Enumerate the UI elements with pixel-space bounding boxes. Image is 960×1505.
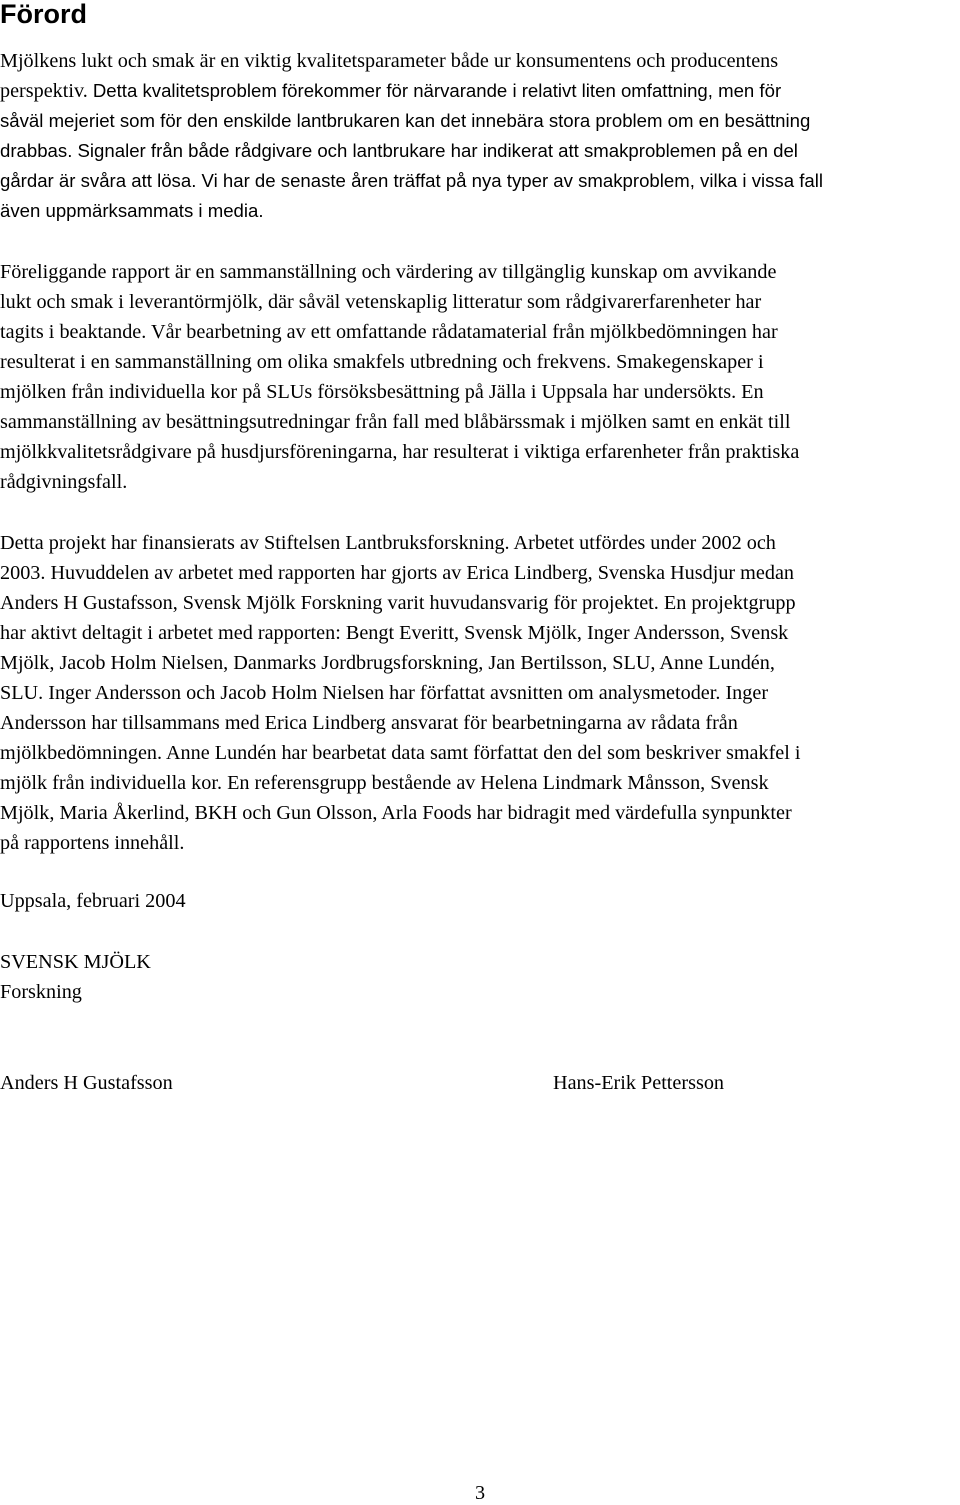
text-line: på rapportens innehåll. (0, 832, 185, 854)
page-heading: Förord (0, 0, 87, 29)
text-line: mjölkbedömningen. Anne Lundén har bearbetat data samt författat den del som beskriver smakfel i (0, 742, 801, 764)
text-line: mjölkkvalitetsrådgivare på husdjursföreningarna, har resulterat i viktiga erfarenheter från praktiska (0, 441, 800, 463)
signature-right: Hans-Erik Pettersson (553, 1072, 725, 1094)
text-line: sammanställning av besättningsutredningar från fall med blåbärssmak i mjölken samt en enkät till (0, 411, 791, 433)
paragraph-intro (0, 46, 960, 226)
text-line: Mjölk, Jacob Holm Nielsen, Danmarks Jordbrugsforskning, Jan Bertilsson, SLU, Anne Lundén, (0, 652, 775, 674)
text-line: Mjölk, Maria Åkerlind, BKH och Gun Olsson, Arla Foods har bidragit med värdefulla synpunkter (0, 802, 792, 824)
text-line: 2003. Huvuddelen av arbetet med rapporten har gjorts av Erica Lindberg, Svenska Husdjur medan (0, 562, 794, 584)
text-line: tagits i beaktande. Vår bearbetning av ett omfattande rådatamaterial från mjölkbedömningen har (0, 321, 778, 343)
paragraph-report (0, 257, 960, 497)
organization-name: SVENSK MJÖLK (0, 951, 151, 973)
text-line: Mjölkens lukt och smak är en viktig kvalitetsparameter både ur konsumentens och producentens (0, 50, 779, 72)
place-date (0, 886, 960, 916)
text-line (0, 76, 960, 106)
text-line: mjölken från individuella kor på SLUs försöksbesättning på Jälla i Uppsala har undersökts. En (0, 381, 764, 403)
text-line: mjölk från individuella kor. En referensgrupp bestående av Helena Lindmark Månsson, Svensk (0, 772, 769, 794)
text-line: Andersson har tillsammans med Erica Lindberg ansvarat för bearbetningarna av rådata från (0, 712, 738, 734)
paragraph-project (0, 528, 960, 858)
text-line: SLU. Inger Andersson och Jacob Holm Nielsen har författat avsnitten om analysmetoder. Inger (0, 682, 769, 704)
text-line: gårdar är svåra att lösa. Vi har de senaste åren träffat på nya typer av smakproblem, vilka i vissa fall (0, 170, 824, 191)
text-line: rådgivningsfall. (0, 471, 128, 493)
text-line: Anders H Gustafsson, Svensk Mjölk Forskning varit huvudansvarig för projektet. En projektgrupp (0, 592, 796, 614)
text-fragment: perspektiv. (0, 80, 93, 102)
organization-unit: Forskning (0, 981, 82, 1003)
text-line: Detta projekt har finansierats av Stiftelsen Lantbruksforskning. Arbetet utfördes under 2002 och (0, 532, 776, 554)
page-number: 3 (474, 1482, 486, 1504)
text-line: Föreliggande rapport är en sammanställning och värdering av tillgänglig kunskap om avvikande (0, 261, 777, 283)
text-fragment: Detta kvalitetsproblem förekommer för närvarande i relativt liten omfattning, men för (92, 80, 782, 101)
place-date-text: Uppsala, februari 2004 (0, 890, 186, 912)
organization-block (0, 947, 960, 1007)
text-line: drabbas. Signaler från både rådgivare och lantbrukare har indikerat att smakproblemen på en del (0, 140, 798, 161)
text-line: såväl mejeriet som för den enskilde lantbrukaren kan det innebära stora problem om en besättning (0, 110, 811, 131)
signature-left: Anders H Gustafsson (0, 1072, 173, 1094)
text-line: lukt och smak i leverantörmjölk, där såväl vetenskaplig litteratur som rådgivarerfarenheter har (0, 291, 762, 313)
text-line: även uppmärksammats i media. (0, 200, 264, 221)
text-line: har aktivt deltagit i arbetet med rapporten: Bengt Everitt, Svensk Mjölk, Inger Andersson, Svensk (0, 622, 789, 644)
text-line: resulterat i en sammanställning om olika smakfels utbredning och frekvens. Smakegenskaper i (0, 351, 764, 373)
